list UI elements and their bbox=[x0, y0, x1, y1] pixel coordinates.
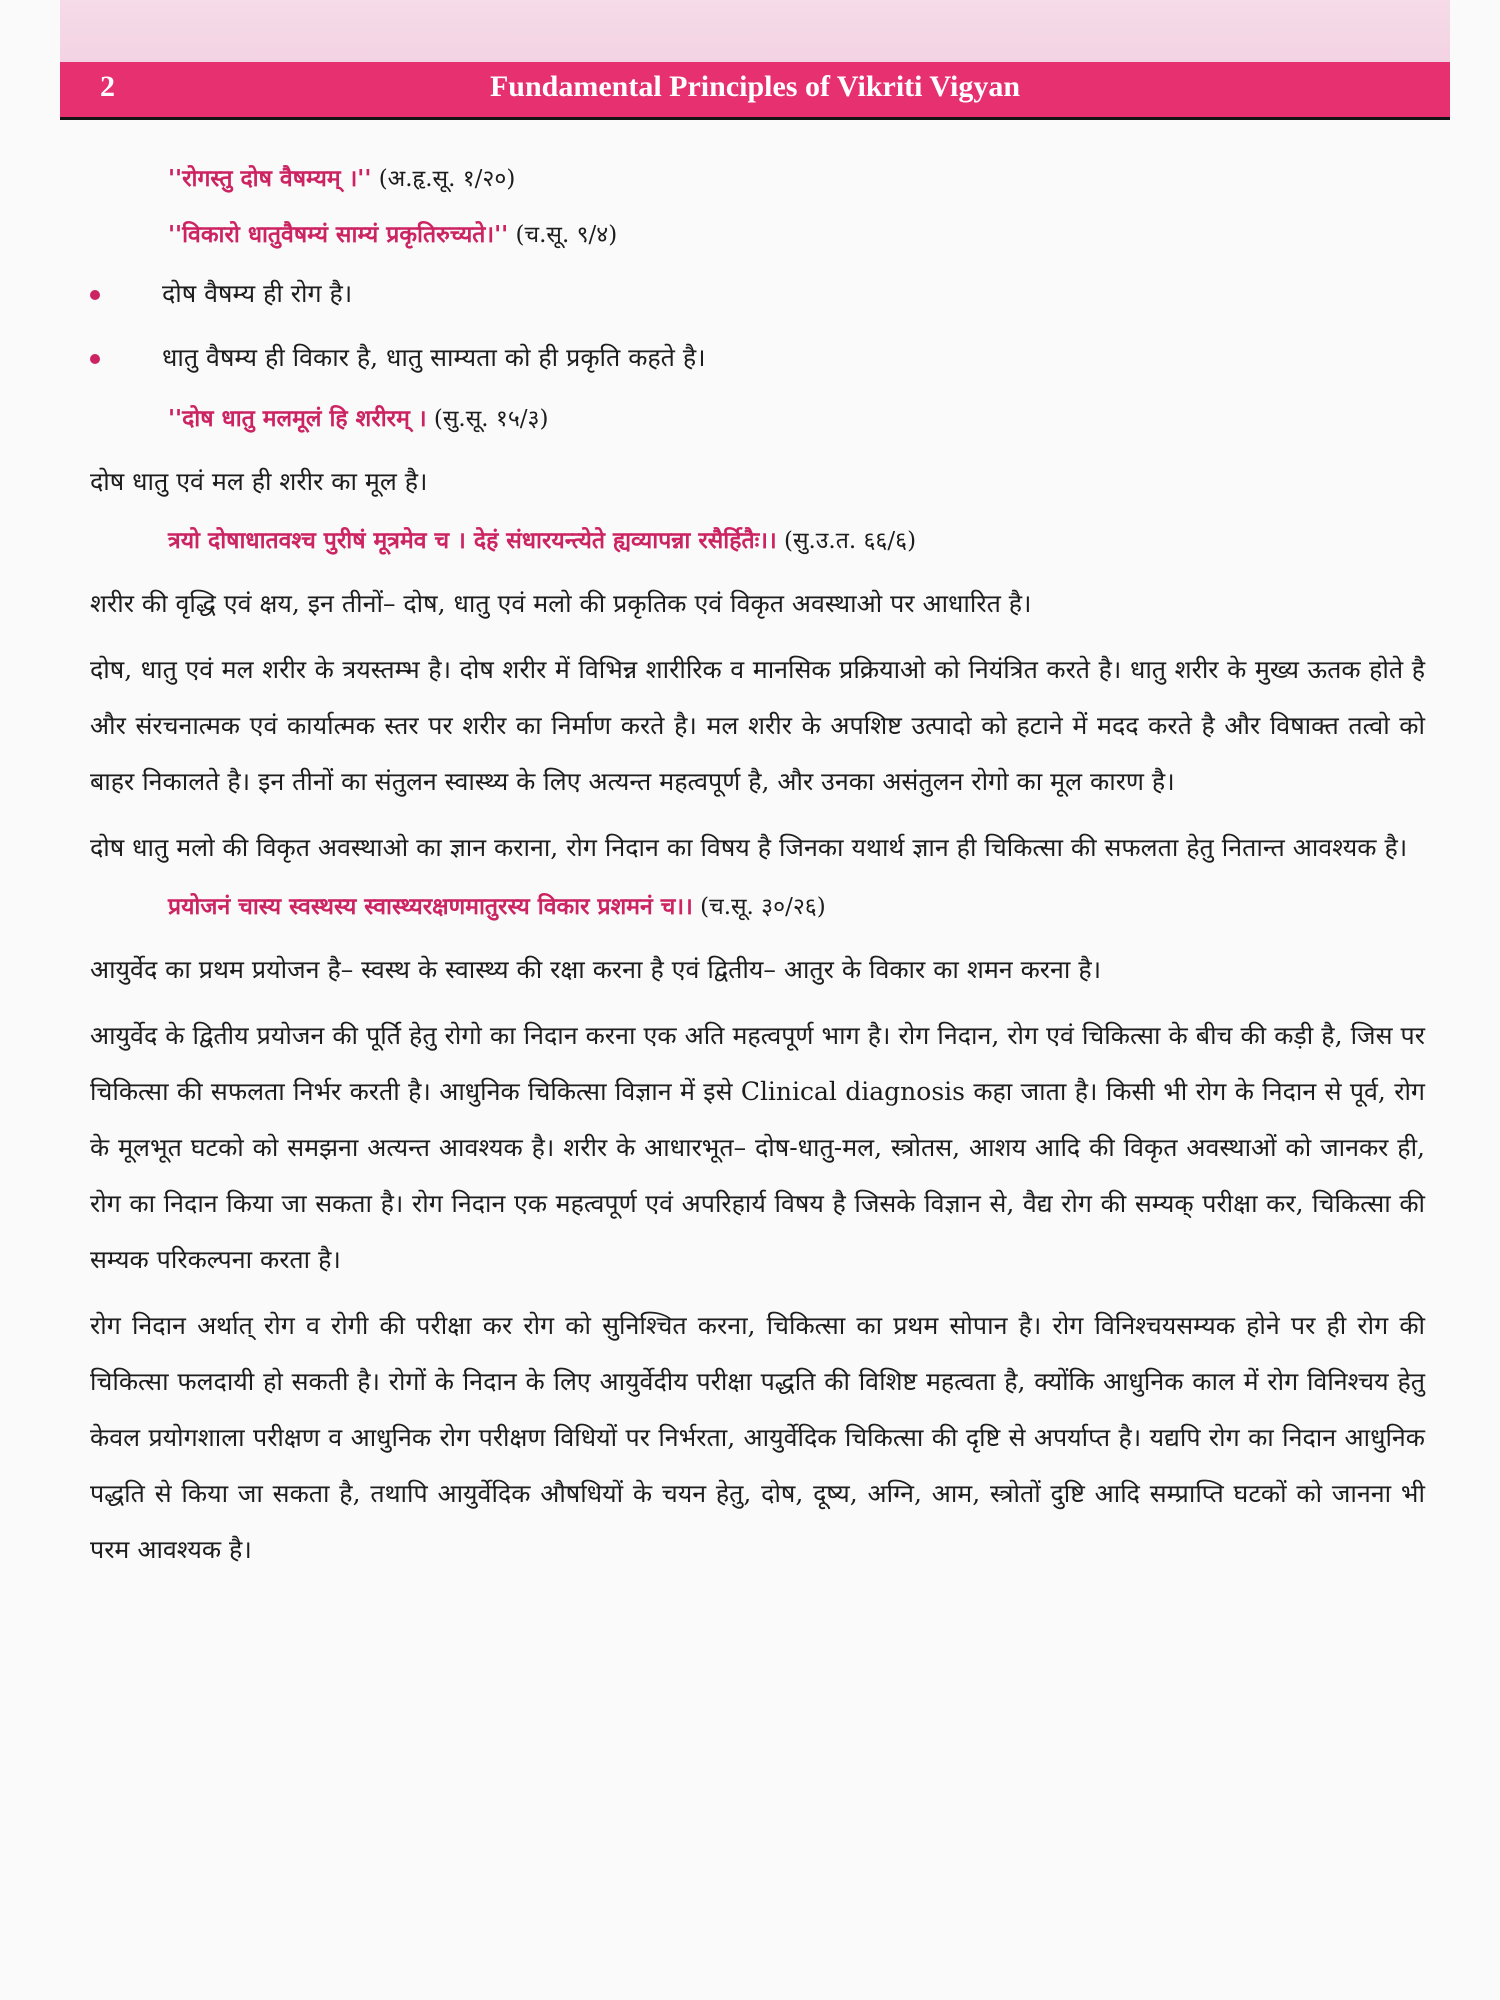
top-margin-tint bbox=[60, 0, 1450, 62]
verse-text: प्रयोजनं चास्य स्वस्थस्य स्वास्थ्यरक्षणमातुरस्य विकार प्रशमनं च।। bbox=[168, 893, 693, 920]
verse-text: ''विकारो धातुवैषम्यं साम्यं प्रकृतिरुच्यते।'' bbox=[168, 221, 509, 248]
verse-reference: (सु.उ.त. ६६/६) bbox=[776, 528, 917, 554]
verse-text: ''दोष धातु मलमूलं हि शरीरम् । bbox=[168, 405, 427, 432]
bullet-dot-icon bbox=[90, 290, 100, 300]
sanskrit-verse bbox=[168, 886, 1425, 928]
paragraph: दोष धातु एवं मल ही शरीर का मूल है। bbox=[90, 467, 428, 496]
verse-reference: (च.सू. ९/४) bbox=[508, 222, 618, 248]
verse-reference: (अ.हृ.सू. १/२०) bbox=[371, 166, 516, 192]
paragraph: आयुर्वेद का प्रथम प्रयोजन है– स्वस्थ के स्वास्थ्य की रक्षा करना है एवं द्वितीय– आतुर के विकार का शमन करना है। bbox=[90, 955, 1102, 984]
paragraph: आयुर्वेद के द्वितीय प्रयोजन की पूर्ति हेतु रोगो का निदान करना एक अति महत्वपूर्ण भाग है। रोग निदान, रोग एवं चिकित्सा के बीच की कड़ी है, जिस पर चिकित्सा की सफलता निर्भर करती है। आधुनिक चिकित्सा विज्ञान में इसे Clinical diagnosis कहा जाता है। किसी भी रोग के निदान से पूर्व, रोग के मूलभूत घटको को समझना अत्यन्त आवश्यक है। शरीर के आधारभूत– दोष-धातु-मल, स्त्रोतस, आशय आदि की विकृत अवस्थाओं को जानकर ही, रोग का निदान किया जा सकता है। रोग निदान एक महत्वपूर्ण एवं अपरिहार्य विषय है जिसके विज्ञान से, वैद्य रोग की सम्यक् परीक्षा कर, चिकित्सा की सम्यक परिकल्पना करता है। bbox=[90, 1021, 1425, 1274]
bullet-item bbox=[90, 270, 1425, 318]
paragraph: शरीर की वृद्धि एवं क्षय, इन तीनों– दोष, धातु एवं मलो की प्रकृतिक एवं विकृत अवस्थाओ पर आधारित है। bbox=[90, 589, 1032, 618]
sanskrit-verse bbox=[168, 158, 1425, 200]
page-number: 2 bbox=[100, 70, 115, 103]
verse-reference: (च.सू. ३०/२६) bbox=[692, 894, 826, 920]
paragraph: दोष धातु मलो की विकृत अवस्थाओ का ज्ञान कराना, रोग निदान का विषय है जिनका यथार्थ ज्ञान ही चिकित्सा की सफलता हेतु नितान्त आवश्यक है। bbox=[90, 833, 1408, 862]
verse-text: त्रयो दोषाधातवश्च पुरीषं मूत्रमेव च । देहं संधारयन्त्येते ह्यव्यापन्ना रसैर्हितैः।। bbox=[168, 527, 777, 554]
book-title: Fundamental Principles of Vikriti Vigyan bbox=[489, 70, 1021, 103]
verse-reference: (सु.सू. १५/३) bbox=[426, 406, 549, 432]
paragraph: दोष, धातु एवं मल शरीर के त्रयस्तम्भ है। दोष शरीर में विभिन्न शारीरिक व मानसिक प्रक्रियाओ को नियंत्रित करते है। धातु शरीर के मुख्य ऊतक होते है और संरचनात्मक एवं कार्यात्मक स्तर पर शरीर का निर्माण करते है। मल शरीर के अपशिष्ट उत्पादो को हटाने में मदद करते है और विषाक्त तत्वो को बाहर निकालते है। इन तीनों का संतुलन स्वास्थ्य के लिए अत्यन्त महत्वपूर्ण है, और उनका असंतुलन रोगो का मूल कारण है। bbox=[90, 655, 1425, 796]
bullet-dot-icon bbox=[90, 354, 100, 364]
page-body bbox=[90, 150, 1425, 1588]
running-header bbox=[60, 62, 1450, 120]
sanskrit-verse bbox=[168, 398, 1425, 440]
bullet-text: दोष वैषम्य ही रोग है। bbox=[162, 279, 353, 308]
verse-text: ''रोगस्तु दोष वैषम्यम् ।'' bbox=[168, 165, 372, 192]
sanskrit-verse bbox=[168, 214, 1425, 256]
bullet-item bbox=[90, 334, 1425, 382]
bullet-text: धातु वैषम्य ही विकार है, धातु साम्यता को ही प्रकृति कहते है। bbox=[162, 343, 706, 372]
paragraph: रोग निदान अर्थात् रोग व रोगी की परीक्षा कर रोग को सुनिश्चित करना, चिकित्सा का प्रथम सोपान है। रोग विनिश्चयसम्यक होने पर ही रोग की चिकित्सा फलदायी हो सकती है। रोगों के निदान के लिए आयुर्वेदीय परीक्षा पद्धति की विशिष्ट महत्वता है, क्योंकि आधुनिक काल में रोग विनिश्चय हेतु केवल प्रयोगशाला परीक्षण व आधुनिक रोग परीक्षण विधियों पर निर्भरता, आयुर्वेदिक चिकित्सा की दृष्टि से अपर्याप्त है। यद्यपि रोग का निदान आधुनिक पद्धति से किया जा सकता है, तथापि आयुर्वेदिक औषधियों के चयन हेतु, दोष, दूष्य, अग्नि, आम, स्त्रोतों दुष्टि आदि सम्प्राप्ति घटकों को जानना भी परम आवश्यक है। bbox=[90, 1311, 1425, 1564]
sanskrit-verse bbox=[168, 520, 1425, 562]
